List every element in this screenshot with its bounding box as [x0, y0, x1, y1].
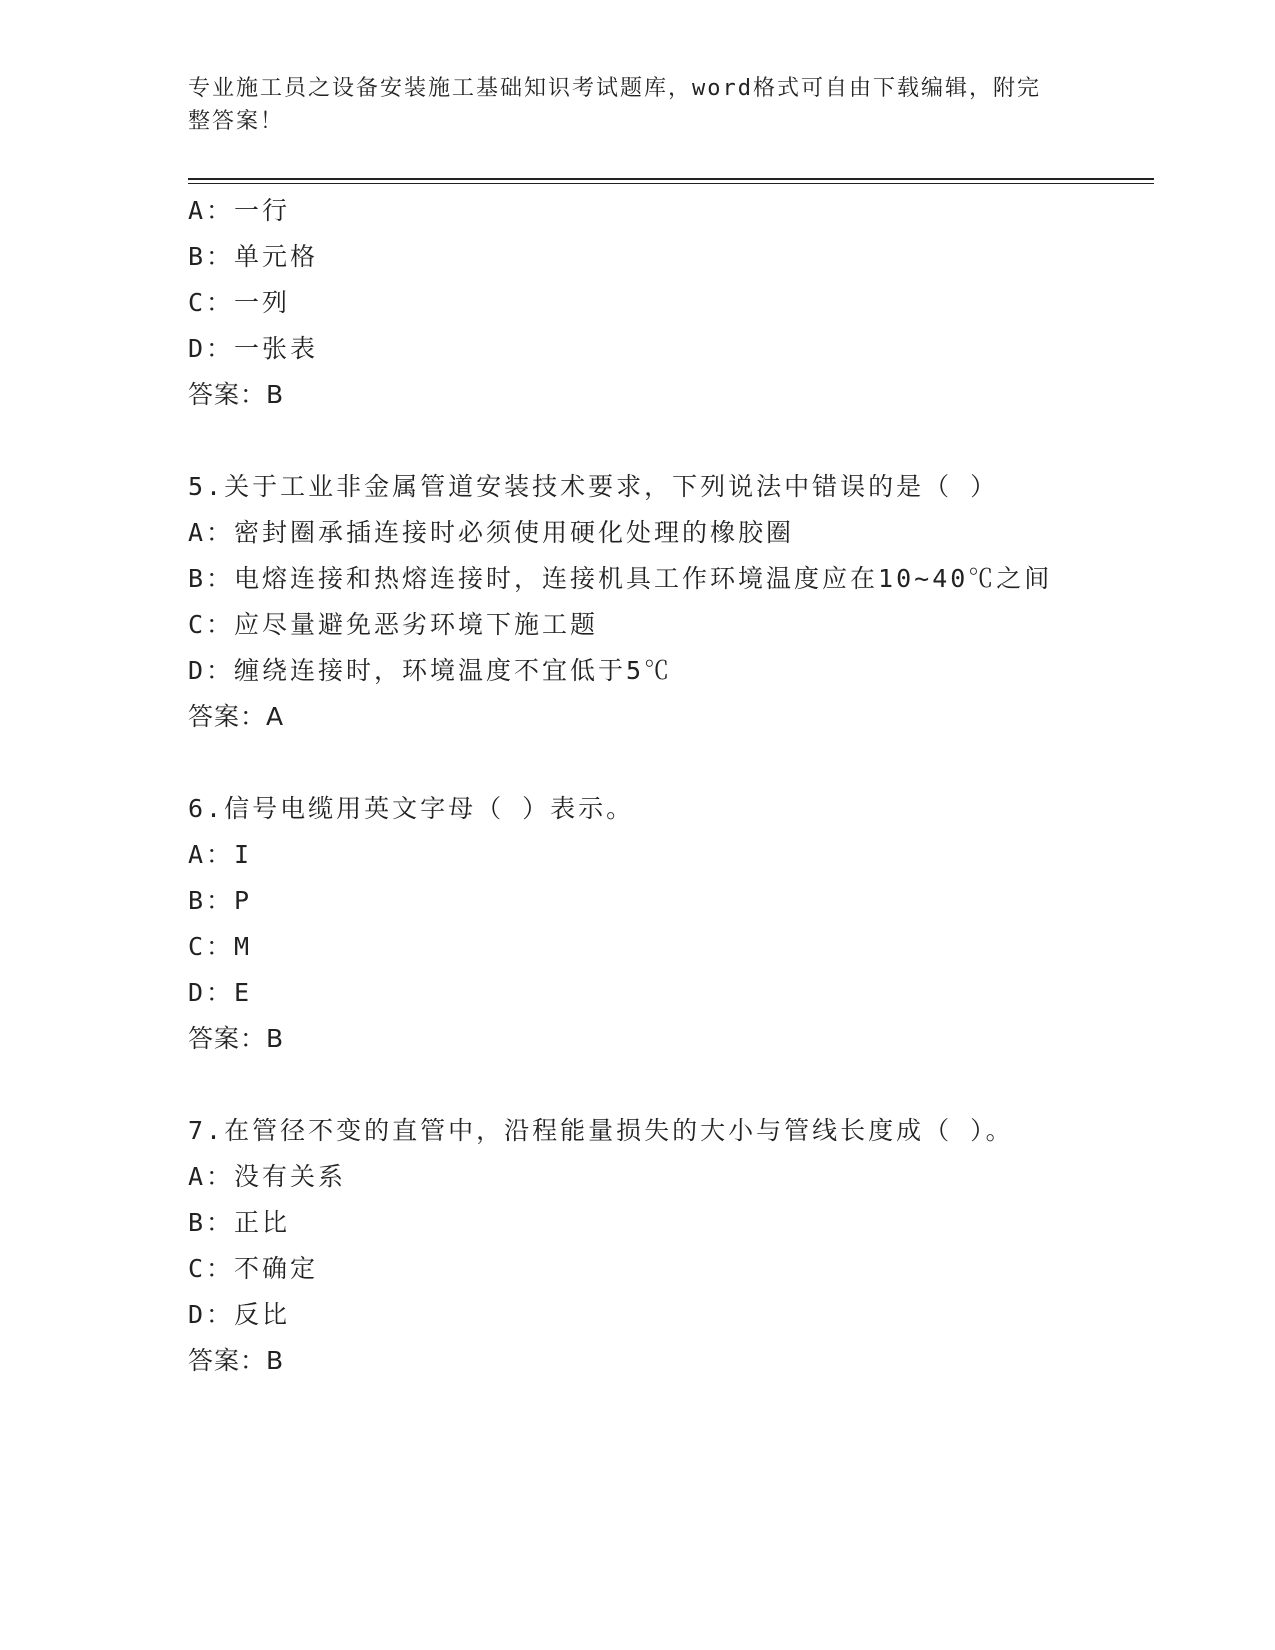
spacer — [188, 418, 1154, 464]
q5-option-d: D：缠绕连接时，环境温度不宜低于5℃ — [188, 656, 673, 685]
q4-option-a: A：一行 — [188, 196, 291, 225]
q7-stem: 7.在管径不变的直管中，沿程能量损失的大小与管线长度成（ ）。 — [188, 1116, 1014, 1145]
document-header — [188, 72, 1068, 138]
q7-option-b: B：正比 — [188, 1208, 291, 1237]
q5-option-a: A：密封圈承插连接时必须使用硬化处理的橡胶圈 — [188, 518, 795, 547]
spacer — [188, 1062, 1154, 1108]
q7-answer: 答案：B — [188, 1346, 285, 1375]
q5-option-b: B：电熔连接和热熔连接时，连接机具工作环境温度应在10~40℃之间 — [188, 564, 1053, 593]
q5-stem: 5.关于工业非金属管道安装技术要求，下列说法中错误的是（ ） — [188, 472, 999, 501]
q6-answer: 答案：B — [188, 1024, 285, 1053]
q4-option-b: B：单元格 — [188, 242, 319, 271]
spacer — [188, 740, 1154, 786]
header-divider-thin — [188, 183, 1154, 184]
header-divider-thick — [188, 178, 1154, 180]
q6-stem: 6.信号电缆用英文字母（ ）表示。 — [188, 794, 635, 823]
q6-option-a: A：I — [188, 840, 253, 869]
question-5-block — [188, 464, 1154, 740]
q4-answer: 答案：B — [188, 380, 285, 409]
q6-option-d: D：E — [188, 978, 253, 1007]
q7-option-c: C：不确定 — [188, 1254, 319, 1283]
header-line-1: 专业施工员之设备安装施工基础知识考试题库，word格式可自由下载编辑，附完 — [188, 76, 1041, 101]
question-list — [188, 188, 1154, 1384]
q4-option-d: D：一张表 — [188, 334, 319, 363]
question-4-block — [188, 188, 1154, 418]
header-line-2: 整答案！ — [188, 109, 285, 134]
q6-option-c: C：M — [188, 932, 253, 961]
q7-option-a: A：没有关系 — [188, 1162, 347, 1191]
question-7-block — [188, 1108, 1154, 1384]
q6-option-b: B：P — [188, 886, 253, 915]
q4-option-c: C：一列 — [188, 288, 291, 317]
q5-option-c: C：应尽量避免恶劣环境下施工题 — [188, 610, 599, 639]
question-6-block — [188, 786, 1154, 1062]
q5-answer: 答案：A — [188, 702, 285, 731]
q7-option-d: D：反比 — [188, 1300, 291, 1329]
